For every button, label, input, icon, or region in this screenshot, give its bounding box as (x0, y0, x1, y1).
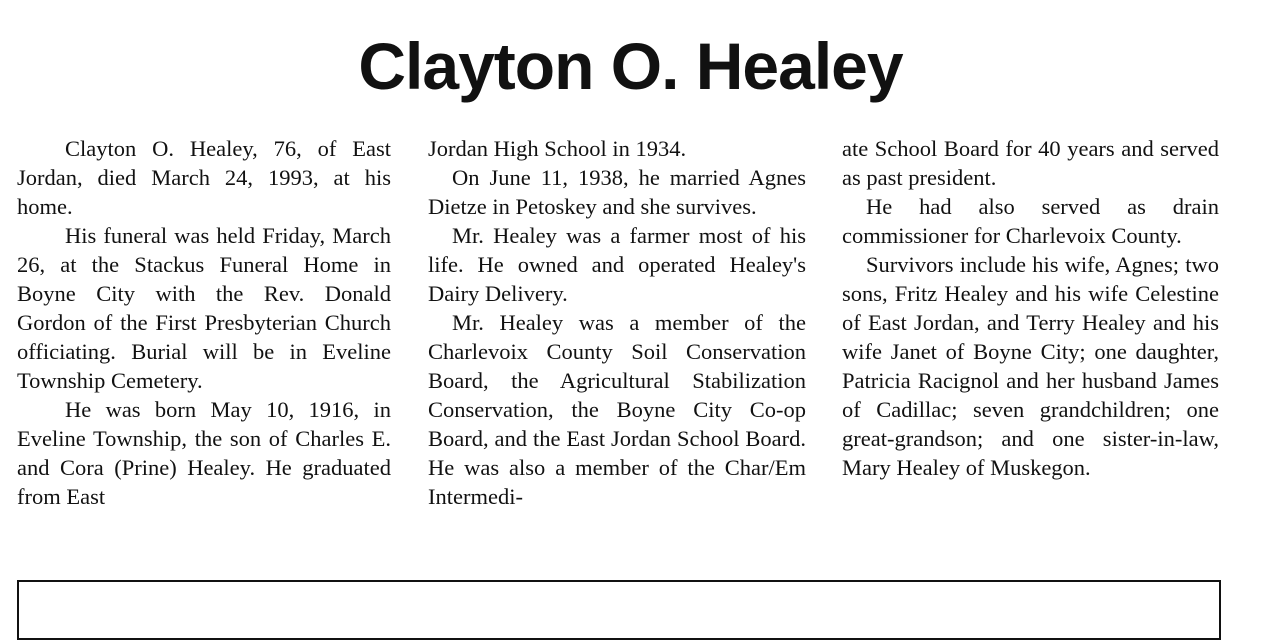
article-column-3 (842, 134, 1219, 482)
bordered-box (17, 580, 1221, 640)
article-paragraph: ate School Board for 40 years and served as past president. (842, 136, 1219, 190)
article-paragraph: He had also served as drain commissioner for Charlevoix County. (842, 194, 1219, 248)
article-paragraph: His funeral was held Friday, March 26, at the Stackus Funeral Home in Boyne City with the Rev. Donald Gordon of the First Presbyterian Church officiating. Burial will be in Eveline Township Cemetery. (17, 223, 391, 393)
article-paragraph: He was born May 10, 1916, in Eveline Township, the son of Charles E. and Cora (Prine) Healey. He graduated from East (17, 397, 391, 509)
article-paragraph: Survivors include his wife, Agnes; two sons, Fritz Healey and his wife Celestine of East Jordan, and Terry Healey and his wife Janet of Boyne City; one daughter, Patricia Racignol and her husband James of Cadillac; seven grandchildren; one great-grandson; and one sister-in-law, Mary Healey of Muskegon. (842, 252, 1219, 480)
article-column-1 (17, 134, 391, 511)
article-paragraph: On June 11, 1938, he married Agnes Dietze in Petoskey and she survives. (428, 165, 806, 219)
obituary-headline: Clayton O. Healey (358, 29, 903, 103)
article-paragraph: Mr. Healey was a member of the Charlevoix County Soil Conservation Board, the Agricultural Stabilization Conservation, the Boyne City Co-op Board, and the East Jordan School Board. He was also a member of the Char/Em Intermedi- (428, 310, 806, 509)
article-column-2 (428, 134, 806, 511)
article-paragraph: Mr. Healey was a farmer most of his life. He owned and operated Healey's Dairy Delivery. (428, 223, 806, 306)
article-paragraph: Clayton O. Healey, 76, of East Jordan, died March 24, 1993, at his home. (17, 136, 391, 219)
article-paragraph: Jordan High School in 1934. (428, 136, 687, 161)
